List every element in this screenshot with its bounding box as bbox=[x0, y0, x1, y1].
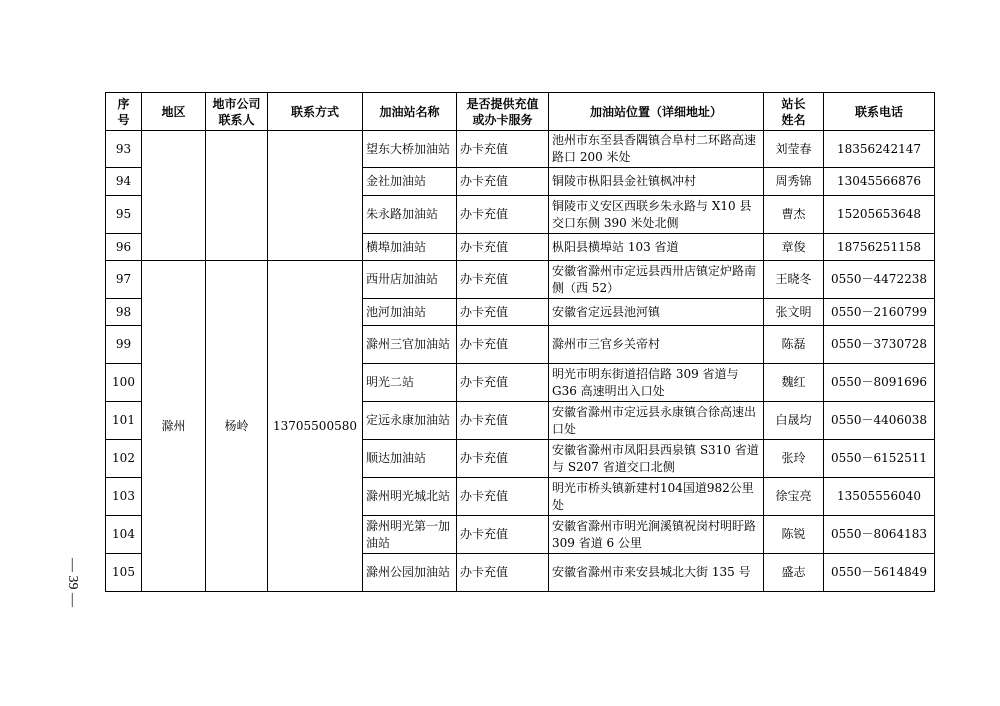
station-name: 池河加油站 bbox=[363, 299, 457, 326]
manager: 白晟均 bbox=[764, 402, 824, 440]
table-row bbox=[106, 131, 935, 168]
phone: 0550－8091696 bbox=[824, 364, 935, 402]
manager: 陈磊 bbox=[764, 326, 824, 364]
manager: 章俊 bbox=[764, 234, 824, 261]
row-no: 93 bbox=[106, 131, 142, 168]
station-name: 定远永康加油站 bbox=[363, 402, 457, 440]
service: 办卡充值 bbox=[457, 168, 549, 196]
service: 办卡充值 bbox=[457, 196, 549, 234]
station-name: 滁州明光城北站 bbox=[363, 478, 457, 516]
address: 安徽省定远县池河镇 bbox=[549, 299, 764, 326]
station-name: 金社加油站 bbox=[363, 168, 457, 196]
phone: 0550－8064183 bbox=[824, 516, 935, 554]
station-name: 滁州明光第一加油站 bbox=[363, 516, 457, 554]
station-name: 朱永路加油站 bbox=[363, 196, 457, 234]
service: 办卡充值 bbox=[457, 516, 549, 554]
header-manager: 站长 姓名 bbox=[764, 93, 824, 131]
row-no: 96 bbox=[106, 234, 142, 261]
station-name: 望东大桥加油站 bbox=[363, 131, 457, 168]
header-station-name: 加油站名称 bbox=[363, 93, 457, 131]
service: 办卡充值 bbox=[457, 364, 549, 402]
phone: 0550－3730728 bbox=[824, 326, 935, 364]
page-number: — 39 — bbox=[65, 558, 80, 607]
manager: 徐宝亮 bbox=[764, 478, 824, 516]
address: 安徽省滁州市定远县永康镇合徐高速出口处 bbox=[549, 402, 764, 440]
manager: 周秀锦 bbox=[764, 168, 824, 196]
manager: 魏红 bbox=[764, 364, 824, 402]
manager: 王晓冬 bbox=[764, 261, 824, 299]
service: 办卡充值 bbox=[457, 234, 549, 261]
address: 滁州市三官乡关帝村 bbox=[549, 326, 764, 364]
contact-cell bbox=[206, 131, 268, 261]
row-no: 94 bbox=[106, 168, 142, 196]
header-region: 地区 bbox=[142, 93, 206, 131]
row-no: 103 bbox=[106, 478, 142, 516]
phone: 15205653648 bbox=[824, 196, 935, 234]
service: 办卡充值 bbox=[457, 299, 549, 326]
region-cell bbox=[142, 131, 206, 261]
phone: 0550－4472238 bbox=[824, 261, 935, 299]
station-name: 顺达加油站 bbox=[363, 440, 457, 478]
manager: 张玲 bbox=[764, 440, 824, 478]
row-no: 102 bbox=[106, 440, 142, 478]
row-no: 97 bbox=[106, 261, 142, 299]
table-row bbox=[106, 261, 935, 299]
header-no: 序 号 bbox=[106, 93, 142, 131]
contact-cell: 杨岭 bbox=[206, 261, 268, 592]
header-service: 是否提供充值 或办卡服务 bbox=[457, 93, 549, 131]
row-no: 99 bbox=[106, 326, 142, 364]
phone: 18356242147 bbox=[824, 131, 935, 168]
phone: 13045566876 bbox=[824, 168, 935, 196]
station-name: 明光二站 bbox=[363, 364, 457, 402]
phone: 0550－5614849 bbox=[824, 554, 935, 592]
row-no: 98 bbox=[106, 299, 142, 326]
phone: 0550－6152511 bbox=[824, 440, 935, 478]
row-no: 104 bbox=[106, 516, 142, 554]
contact-phone-cell bbox=[268, 131, 363, 261]
manager: 刘莹春 bbox=[764, 131, 824, 168]
phone: 18756251158 bbox=[824, 234, 935, 261]
row-no: 101 bbox=[106, 402, 142, 440]
manager: 陈锐 bbox=[764, 516, 824, 554]
header-contact: 地市公司 联系人 bbox=[206, 93, 268, 131]
header-contact-phone: 联系方式 bbox=[268, 93, 363, 131]
address: 池州市东至县香隅镇合阜村二环路高速路口 200 米处 bbox=[549, 131, 764, 168]
service: 办卡充值 bbox=[457, 402, 549, 440]
address: 铜陵市义安区西联乡朱永路与 X10 县交口东侧 390 米处北侧 bbox=[549, 196, 764, 234]
address: 安徽省滁州市来安县城北大街 135 号 bbox=[549, 554, 764, 592]
address: 明光市明东街道招信路 309 省道与 G36 高速明出入口处 bbox=[549, 364, 764, 402]
service: 办卡充值 bbox=[457, 554, 549, 592]
address: 安徽省滁州市定远县西卅店镇定炉路南侧（西 52） bbox=[549, 261, 764, 299]
address: 安徽省滁州市凤阳县西泉镇 S310 省道与 S207 省道交口北侧 bbox=[549, 440, 764, 478]
manager: 张文明 bbox=[764, 299, 824, 326]
station-name: 滁州三官加油站 bbox=[363, 326, 457, 364]
region-cell: 滁州 bbox=[142, 261, 206, 592]
address: 明光市桥头镇新建村104国道982公里处 bbox=[549, 478, 764, 516]
header-phone: 联系电话 bbox=[824, 93, 935, 131]
station-name: 滁州公园加油站 bbox=[363, 554, 457, 592]
service: 办卡充值 bbox=[457, 261, 549, 299]
service: 办卡充值 bbox=[457, 440, 549, 478]
gas-station-table bbox=[105, 92, 935, 592]
address: 安徽省滁州市明光涧溪镇祝岗村明盱路 309 省道 6 公里 bbox=[549, 516, 764, 554]
address: 铜陵市枞阳县金社镇枫冲村 bbox=[549, 168, 764, 196]
contact-phone-cell: 13705500580 bbox=[268, 261, 363, 592]
address: 枞阳县横埠站 103 省道 bbox=[549, 234, 764, 261]
row-no: 95 bbox=[106, 196, 142, 234]
manager: 曹杰 bbox=[764, 196, 824, 234]
station-name: 横埠加油站 bbox=[363, 234, 457, 261]
phone: 0550－4406038 bbox=[824, 402, 935, 440]
service: 办卡充值 bbox=[457, 131, 549, 168]
manager: 盛志 bbox=[764, 554, 824, 592]
row-no: 100 bbox=[106, 364, 142, 402]
phone: 0550－2160799 bbox=[824, 299, 935, 326]
station-name: 西卅店加油站 bbox=[363, 261, 457, 299]
service: 办卡充值 bbox=[457, 478, 549, 516]
phone: 13505556040 bbox=[824, 478, 935, 516]
service: 办卡充值 bbox=[457, 326, 549, 364]
table-header-row bbox=[106, 93, 935, 131]
header-address: 加油站位置（详细地址） bbox=[549, 93, 764, 131]
row-no: 105 bbox=[106, 554, 142, 592]
